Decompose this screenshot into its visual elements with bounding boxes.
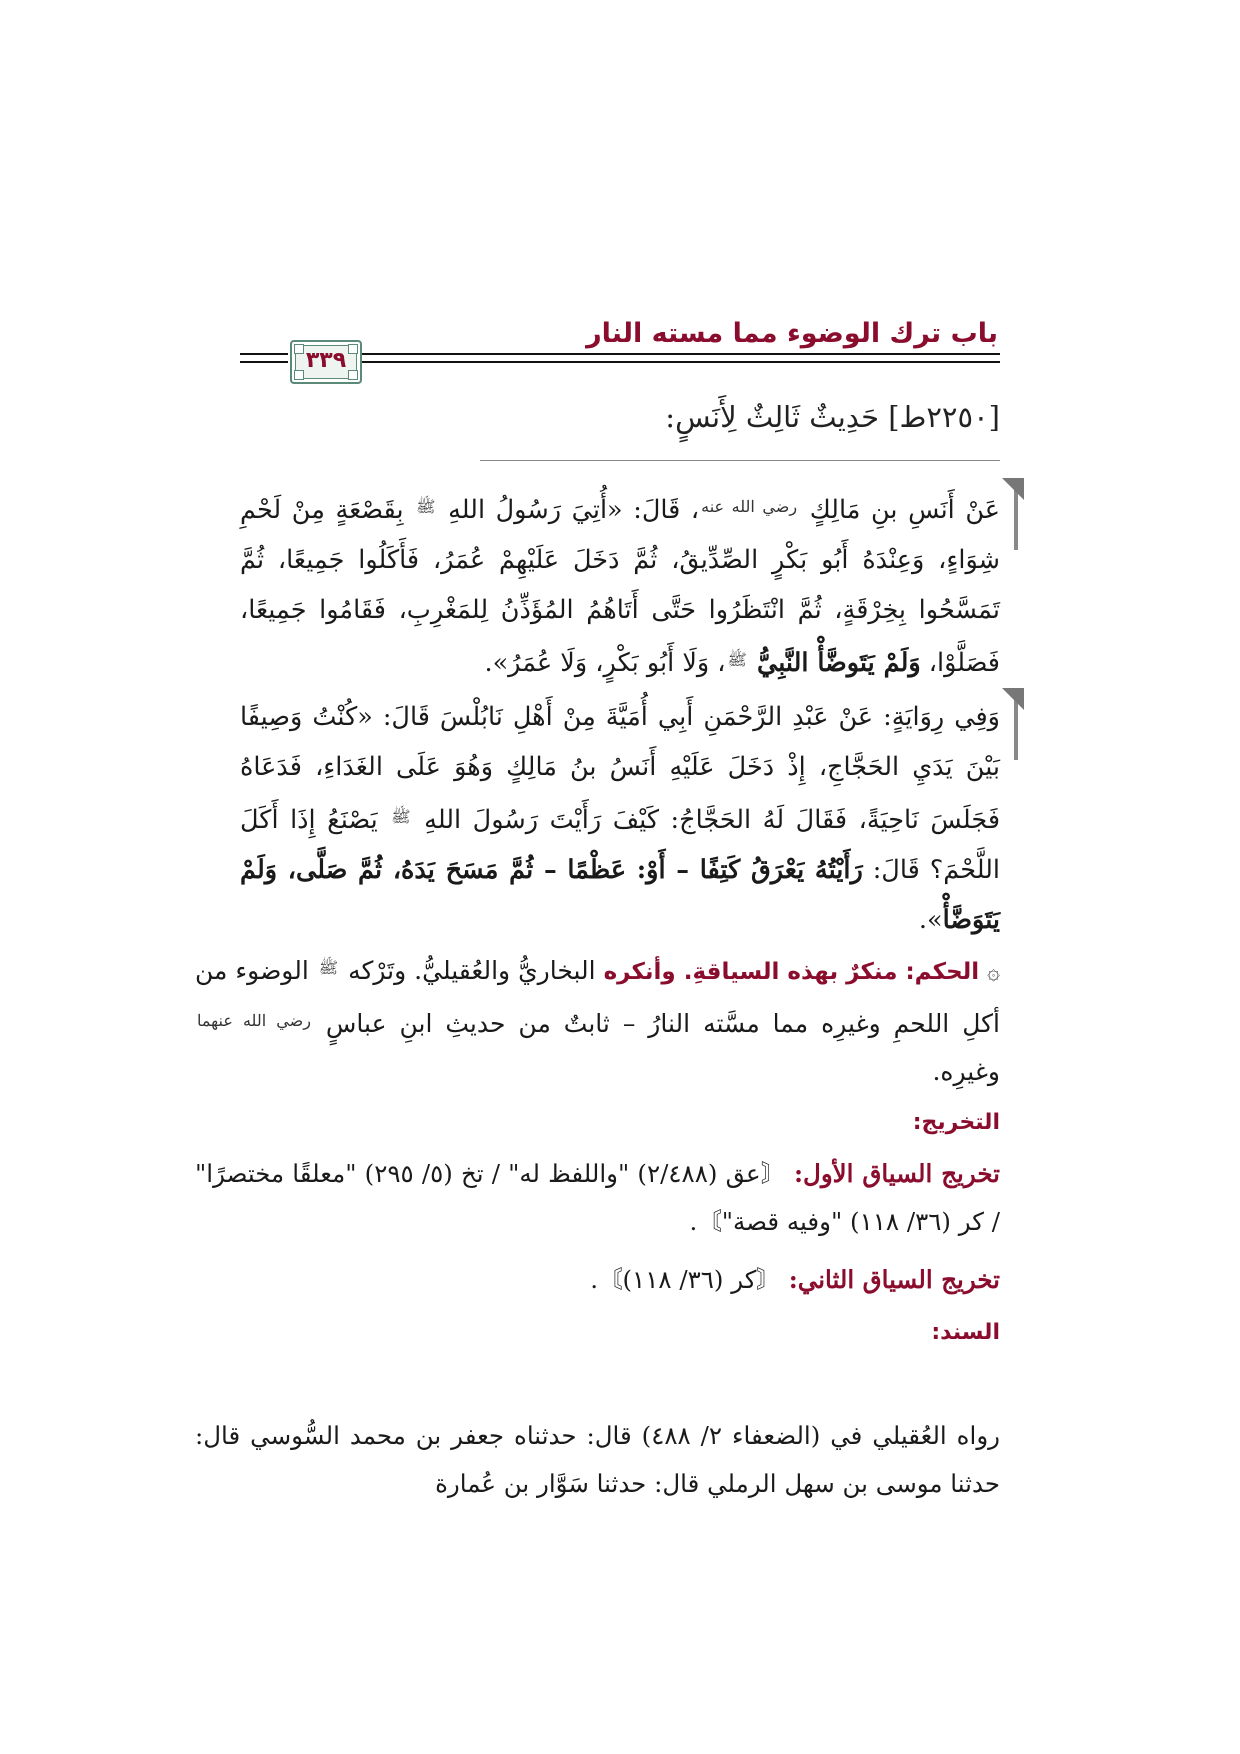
- takhrij-heading: التخريج:: [912, 1110, 1000, 1135]
- salawat-glyph: ﷺ: [727, 650, 747, 669]
- narration-text: ، قَالَ: «أُتِيَ رَسُولُ اللهِ: [448, 495, 700, 525]
- quote-corner-ornament: [1002, 688, 1024, 710]
- ruling-text: وغيرِه.: [932, 1057, 1000, 1086]
- page-number-badge: [290, 340, 362, 384]
- ruling-paragraph: [195, 944, 1000, 1096]
- ruling-text: الوضوء من أكلِ اللحمِ وغيرِه مما مسَّته النارُ – ثابتٌ من حديثِ ابنِ عباسٍ: [195, 956, 1000, 1038]
- narration-2: [240, 692, 1000, 945]
- ruling-label: الحكم:: [905, 959, 980, 985]
- header-rule-left-2: [240, 361, 288, 363]
- hadith-heading: [٢٢٥٠ط] حَدِيثٌ ثَالِثٌ لِأَنَسٍ:: [665, 400, 1000, 434]
- takhrij-first-text: 〘عق (٢/٤٨٨) "واللفظ له" / تخ (٥/ ٢٩٥) "معلقًا مختصرًا" / كر (٣٦/ ١١٨) "وفيه قصة"〙.: [195, 1159, 1000, 1236]
- takhrij-second-text: 〘كر (٣٦/ ١١٨)〙.: [590, 1265, 781, 1294]
- salawat-glyph: ﷺ: [318, 958, 339, 977]
- sanad-text: رواه العُقيلي في (الضعفاء ٢/ ٤٨٨) قال: حدثناه جعفر بن محمد السُّوسي قال: حدثنا موسى بن سهل الرملي قال: حدثنا سَوَّار بن عُمارة: [195, 1421, 1000, 1498]
- radiya-glyph: رضي الله عنهما: [197, 1011, 311, 1030]
- narration-1: [240, 482, 1000, 688]
- narration-text: ».: [918, 905, 943, 935]
- page-number: ٣٣٩: [305, 348, 347, 373]
- sanad-heading: السند:: [931, 1320, 1000, 1345]
- header-rule-right: [362, 353, 1000, 355]
- chapter-title: باب ترك الوضوء مما مسته النار: [586, 318, 998, 349]
- quote-corner-ornament: [1002, 478, 1024, 500]
- narration-emphasis: وَلَمْ يَتَوضَّأْ النَّبِيُّ: [756, 648, 921, 678]
- radiya-glyph: رضي الله عنه: [701, 497, 798, 516]
- ruling-verdict: منكرٌ بهذه السياقةِ. وأنكره: [603, 959, 898, 985]
- takhrij-second: [195, 1256, 1000, 1304]
- narration-text: عَنْ أَنَسِ بنِ مَالِكٍ: [809, 495, 1000, 525]
- header-rule-left: [240, 353, 288, 355]
- salawat-glyph: ﷺ: [391, 807, 411, 826]
- narration-text: يَصْنَعُ إِذَا أَكَلَ اللَّحْمَ؟ قَالَ:: [240, 805, 1000, 885]
- narration-emphasis: رَأَيْتُهُ يَعْرَقُ كَتِفًا – أَوْ: عَظْمًا – ثُمَّ مَسَحَ يَدَهُ، ثُمَّ صَلَّى، وَلَمْ يَتَوَضَّأْ: [240, 855, 1000, 935]
- salawat-glyph: ﷺ: [416, 497, 436, 516]
- takhrij-first-label: تخريج السياق الأول:: [794, 1159, 1001, 1188]
- takhrij-first: [195, 1150, 1000, 1246]
- rosette-icon: ۞: [987, 960, 1001, 985]
- heading-underline: [480, 460, 1000, 461]
- narration-text: بِقَصْعَةٍ مِنْ لَحْمِ شِوَاءٍ، وَعِنْدَهُ أَبُو بَكْرٍ الصِّدِّيقُ، ثُمَّ دَخَلَ عَلَيْهِمْ عُمَرُ، فَأَكَلُوا جَمِيعًا، ثُمَّ تَمَسَّحُوا بِخِرْقَةٍ، ثُمَّ انْتَظَرُوا حَتَّى أَتَاهُمُ المُؤَذِّنُ لِلمَغْرِبِ، فَقَامُوا جَمِيعًا، فَصَلَّوْا،: [240, 495, 1000, 678]
- ruling-text: البخاريُّ والعُقيليُّ. وتَرْكه: [348, 956, 596, 985]
- header-rule-right-2: [362, 361, 1000, 363]
- narration-text: وَفِي رِوَايَةٍ: عَنْ عَبْدِ الرَّحْمَنِ أَبِي أُمَيَّةَ مِنْ أَهْلِ نَابُلْسَ قَالَ: «كُنْتُ وَصِيفًا بَيْنَ يَدَيِ الحَجَّاجِ، إِذْ دَخَلَ عَلَيْهِ أَنَسُ بنُ مَالِكٍ وَهُوَ عَلَى الغَدَاءِ، فَدَعَاهُ فَجَلَسَ نَاحِيَةً، فَقَالَ لَهُ الحَجَّاجُ: كَيْفَ رَأَيْتَ رَسُولَ اللهِ: [240, 702, 1001, 835]
- narration-text: ، وَلَا أَبُو بَكْرٍ، وَلَا عُمَرُ».: [484, 648, 726, 678]
- takhrij-second-label: تخريج السياق الثاني:: [788, 1265, 1000, 1294]
